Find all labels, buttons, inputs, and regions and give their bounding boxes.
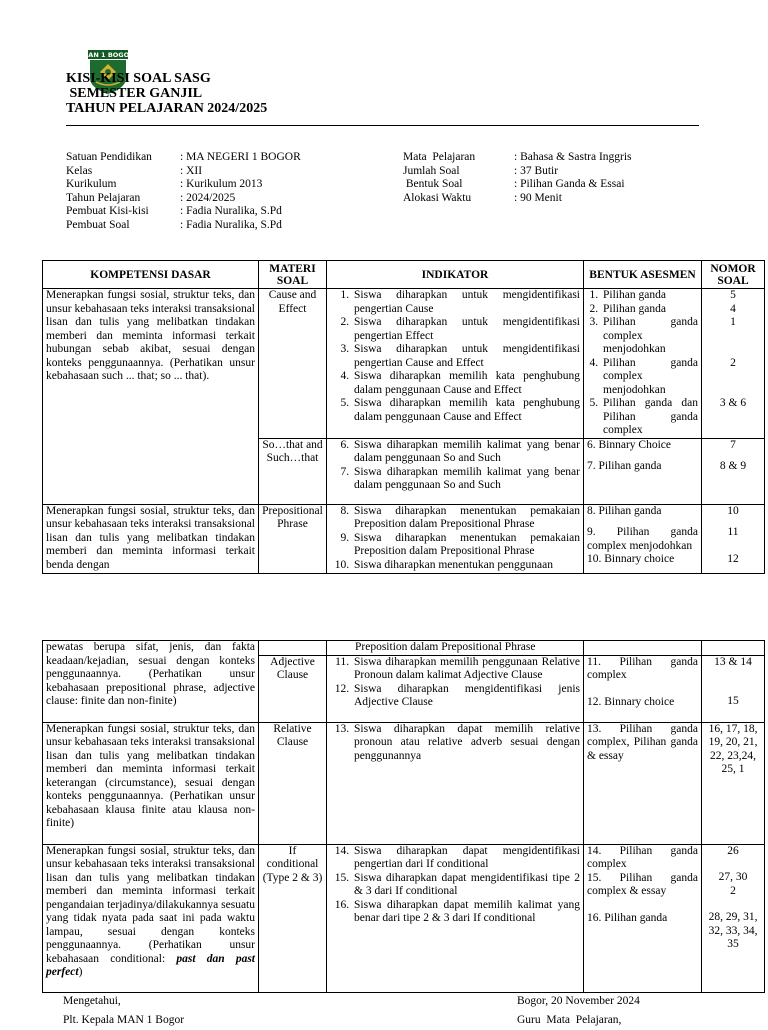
nomor-cell bbox=[702, 504, 765, 573]
meta-value: : Fadia Nuralika, S.Pd bbox=[180, 205, 282, 217]
title-line-3: TAHUN PELAJARAN 2024/2025 bbox=[66, 101, 268, 116]
signature-date: Bogor, 20 November 2024 bbox=[517, 995, 640, 1007]
nomor-value: 5 bbox=[730, 289, 736, 301]
nomor-cell-empty bbox=[702, 641, 765, 656]
meta-key: Pembuat Kisi-kisi bbox=[66, 205, 149, 217]
bentuk-cell: 13. Pilihan ganda complex, Pilihan ganda & essay bbox=[584, 722, 702, 844]
bentuk-item: 11. Pilihan ganda complex bbox=[587, 655, 698, 681]
nomor-value: 13 & 14 bbox=[714, 655, 752, 668]
bentuk-item: 9. Pilihan ganda complex menjodohkan bbox=[587, 526, 698, 552]
bentuk-item: 14. Pilihan ganda complex bbox=[587, 844, 698, 870]
kd-text-end: ) bbox=[78, 966, 83, 978]
nomor-value: 11 bbox=[727, 526, 739, 538]
nomor-value: 2 bbox=[730, 884, 736, 897]
bentuk-item: 2. Pilihan ganda bbox=[601, 303, 698, 317]
signature-title: Guru Mata Pelajaran, bbox=[517, 1014, 622, 1026]
kisi-kisi-table-2 bbox=[42, 640, 765, 993]
materi-cell: So…that and Such…that bbox=[259, 438, 327, 504]
header-materi-soal: MATERI SOAL bbox=[259, 261, 327, 289]
nomor-value: 26 bbox=[727, 844, 739, 857]
bentuk-item: 4. Pilihan ganda complex menjodohkan bbox=[601, 357, 698, 398]
meta-key: Mata Pelajaran bbox=[403, 151, 476, 163]
signature-right bbox=[517, 992, 640, 1030]
nomor-cell bbox=[702, 438, 765, 504]
indikator-cell bbox=[327, 655, 584, 722]
kd-cell: Menerapkan fungsi sosial, struktur teks, dan unsur kebahasaan teks interaksi transaksional lisan dan tulis yang melibatkan tindakan memberi dan meminta informasi terkait hubungan sebab akibat, sesuai dengan konteks penggunaannya. (Perhatikan unsur kebahasaan such ... that; so ... that). bbox=[43, 289, 259, 505]
signature-left bbox=[63, 992, 184, 1030]
bentuk-item: 5. Pilihan ganda dan Pilihan ganda complex bbox=[601, 397, 698, 438]
meta-value: : Fadia Nuralika, S.Pd bbox=[180, 218, 282, 231]
meta-value: : 90 Menit bbox=[514, 191, 562, 204]
indikator-cell bbox=[327, 504, 584, 573]
bentuk-cell bbox=[584, 289, 702, 439]
indikator-item: 8. Siswa diharapkan menentukan pemakaian Preposition dalam Prepositional Phrase bbox=[352, 505, 580, 532]
kd-cell: Menerapkan fungsi sosial, struktur teks, dan unsur kebahasaan teks interaksi transaksional lisan dan tulis yang melibatkan tindakan memberi dan meminta informasi terkait keterangan (circumstance), sesuai dengan konteks penggunaannya. (Perhatikan unsur kebahasaan klausa finite atau klausa non-finite) bbox=[43, 722, 259, 844]
bentuk-cell bbox=[584, 504, 702, 573]
nomor-cell bbox=[702, 844, 765, 992]
meta-value: : 2024/2025 bbox=[180, 191, 236, 204]
kd-cell: Menerapkan fungsi sosial, struktur teks, dan unsur kebahasaan teks interaksi transaksional lisan dan tulis yang melibatkan tindakan memberi dan meminta informasi terkait benda dengan bbox=[43, 504, 259, 573]
bentuk-cell bbox=[584, 844, 702, 992]
nomor-value: 15 bbox=[727, 695, 739, 707]
meta-value: : 37 Butir bbox=[514, 164, 559, 177]
indikator-item: 6. Siswa diharapkan memilih kalimat yang benar dalam penggunaan So and Such bbox=[352, 439, 580, 466]
nomor-cell bbox=[702, 289, 765, 439]
nomor-value: 7 bbox=[730, 438, 736, 451]
signature-title: Plt. Kepala MAN 1 Bogor bbox=[63, 1014, 185, 1026]
meta-value: : MA NEGERI 1 BOGOR bbox=[180, 151, 301, 163]
nomor-value: 4 bbox=[730, 302, 736, 315]
kd-emphasis: past dan past perfect bbox=[46, 952, 255, 978]
materi-cell: Relative Clause bbox=[259, 722, 327, 844]
indikator-cell bbox=[327, 289, 584, 439]
bentuk-item: 15. Pilihan ganda complex & essay bbox=[587, 871, 698, 897]
indikator-item: 13. Siswa diharapkan dapat memilih relative pronoun atau relative adverb sesuai dengan penggunannya bbox=[352, 723, 580, 764]
bentuk-item: 12. Binnary choice bbox=[587, 695, 675, 708]
indikator-item: 10. Siswa diharapkan menentukan penggunaan bbox=[352, 559, 580, 573]
meta-key: Alokasi Waktu bbox=[403, 191, 472, 204]
bentuk-cell bbox=[584, 438, 702, 504]
materi-cell: Cause and Effect bbox=[259, 289, 327, 439]
indikator-item: 16. Siswa diharapkan dapat memilih kalimat yang benar dari tipe 2 & 3 dari If conditional bbox=[352, 899, 580, 926]
bentuk-cell bbox=[584, 655, 702, 722]
meta-key: Satuan Pendidikan bbox=[66, 151, 152, 163]
nomor-value: 12 bbox=[727, 552, 739, 565]
meta-key: Jumlah Soal bbox=[403, 164, 460, 177]
bentuk-item: 1. Pilihan ganda bbox=[601, 289, 698, 303]
nomor-value: 3 & 6 bbox=[719, 397, 747, 409]
meta-key: Bentuk Soal bbox=[403, 178, 463, 190]
materi-cell: If conditional (Type 2 & 3) bbox=[259, 844, 327, 992]
meta-right bbox=[403, 151, 632, 205]
nomor-cell bbox=[702, 655, 765, 722]
indikator-cell bbox=[327, 438, 584, 504]
kd-cell: pewatas berupa sifat, jenis, dan fakta keadaan/kejadian, sesuai dengan konteks penggunaannya. (Perhatikan unsur kebahasaan prepositional phrase, adjective clause: finite dan non-finite) bbox=[43, 641, 259, 723]
indikator-item: 12. Siswa diharapkan mengidentifikasi jenis Adjective Clause bbox=[352, 683, 580, 710]
meta-key: Pembuat Soal bbox=[66, 218, 130, 231]
nomor-value: 10 bbox=[727, 504, 739, 517]
nomor-value: 8 & 9 bbox=[719, 460, 747, 472]
meta-value: : Bahasa & Sastra Inggris bbox=[514, 151, 632, 163]
indikator-item: 3. Siswa diharapkan untuk mengidentifikasi pengertian Cause and Effect bbox=[352, 343, 580, 370]
bentuk-cell-empty bbox=[584, 641, 702, 656]
kd-text: Menerapkan fungsi sosial, struktur teks, dan unsur kebahasaan teks interaksi transaksional lisan dan tulis yang melibatkan tindakan memberi dan meminta informasi terkait pengandaian terjadinya/dilakukannya sesuatu yang tidak nyata pada saat ini pada waktu lampau, sesuai dengan konteks penggunaannya. (Perhatikan unsur kebahasaan conditional: bbox=[46, 844, 255, 965]
bentuk-item: 8. Pilihan ganda bbox=[587, 504, 662, 517]
bentuk-item: 10. Binnary choice bbox=[587, 553, 675, 565]
header-bentuk-asesmen: BENTUK ASESMEN bbox=[584, 261, 702, 289]
nomor-value: 27, 30 bbox=[718, 871, 748, 883]
indikator-item: 2. Siswa diharapkan untuk mengidentifikasi pengertian Effect bbox=[352, 316, 580, 343]
indikator-item: 15. Siswa diharapkan dapat mengidentifikasi tipe 2 & 3 dari If conditional bbox=[352, 872, 580, 899]
header-nomor-soal: NOMOR SOAL bbox=[702, 261, 765, 289]
indikator-item: 9. Siswa diharapkan menentukan pemakaian Preposition dalam Prepositional Phrase bbox=[352, 532, 580, 559]
meta-key: Tahun Pelajaran bbox=[66, 191, 141, 204]
nomor-value: 2 bbox=[730, 356, 736, 369]
indikator-item: 5. Siswa diharapkan memilih kata penghubung dalam penggunaan Cause and Effect bbox=[352, 397, 580, 424]
meta-value: : XII bbox=[180, 164, 203, 177]
header-divider bbox=[66, 125, 699, 126]
nomor-cell: 16, 17, 18, 19, 20, 21, 22, 23,24, 25, 1 bbox=[702, 722, 765, 844]
bentuk-item: 16. Pilihan ganda bbox=[587, 911, 668, 924]
meta-key: Kelas bbox=[66, 164, 93, 177]
bentuk-item: 3. Pilihan ganda complex menjodohkan bbox=[601, 316, 698, 357]
meta-value: : Pilihan Ganda & Essai bbox=[514, 178, 625, 190]
kd-cell bbox=[43, 844, 259, 992]
meta-key: Kurikulum bbox=[66, 178, 117, 190]
svg-text:MAN 1 BOGOR: MAN 1 BOGOR bbox=[81, 51, 135, 59]
indikator-cell bbox=[327, 722, 584, 844]
indikator-item: 1. Siswa diharapkan untuk mengidentifikasi pengertian Cause bbox=[352, 289, 580, 316]
indikator-item: 14. Siswa diharapkan dapat mengidentifikasi pengertian dari If conditional bbox=[352, 845, 580, 872]
bentuk-item: 7. Pilihan ganda bbox=[587, 460, 662, 472]
signature-label: Mengetahui, bbox=[63, 995, 121, 1007]
indikator-item: 11. Siswa diharapkan memilih penggunaan Relative Pronoun dalam kalimat Adjective Clause bbox=[352, 656, 580, 683]
kisi-kisi-table-1 bbox=[42, 260, 765, 574]
indikator-cell bbox=[327, 844, 584, 992]
indikator-cell: Preposition dalam Prepositional Phrase bbox=[327, 641, 584, 656]
header-indikator: INDIKATOR bbox=[327, 261, 584, 289]
title-line-1: KISI-KISI SOAL SASG bbox=[66, 71, 211, 86]
indikator-item: 4. Siswa diharapkan memilih kata penghubung dalam penggunaan Cause and Effect bbox=[352, 370, 580, 397]
bentuk-item: 6. Binnary Choice bbox=[587, 438, 671, 451]
title-line-2: SEMESTER GANJIL bbox=[66, 86, 203, 101]
meta-left bbox=[66, 151, 301, 232]
meta-value: : Kurikulum 2013 bbox=[180, 178, 263, 190]
materi-cell: Prepositional Phrase bbox=[259, 504, 327, 573]
materi-cell: Adjective Clause bbox=[259, 655, 327, 722]
indikator-item: 7. Siswa diharapkan memilih kalimat yang benar dalam penggunaan So and Such bbox=[352, 466, 580, 493]
nomor-value: 28, 29, 31, 32, 33, 34, 35 bbox=[708, 911, 758, 950]
header-kompetensi-dasar: KOMPETENSI DASAR bbox=[43, 261, 259, 289]
document-title bbox=[66, 71, 267, 116]
materi-cell-empty bbox=[259, 641, 327, 656]
nomor-value: 1 bbox=[730, 316, 736, 328]
